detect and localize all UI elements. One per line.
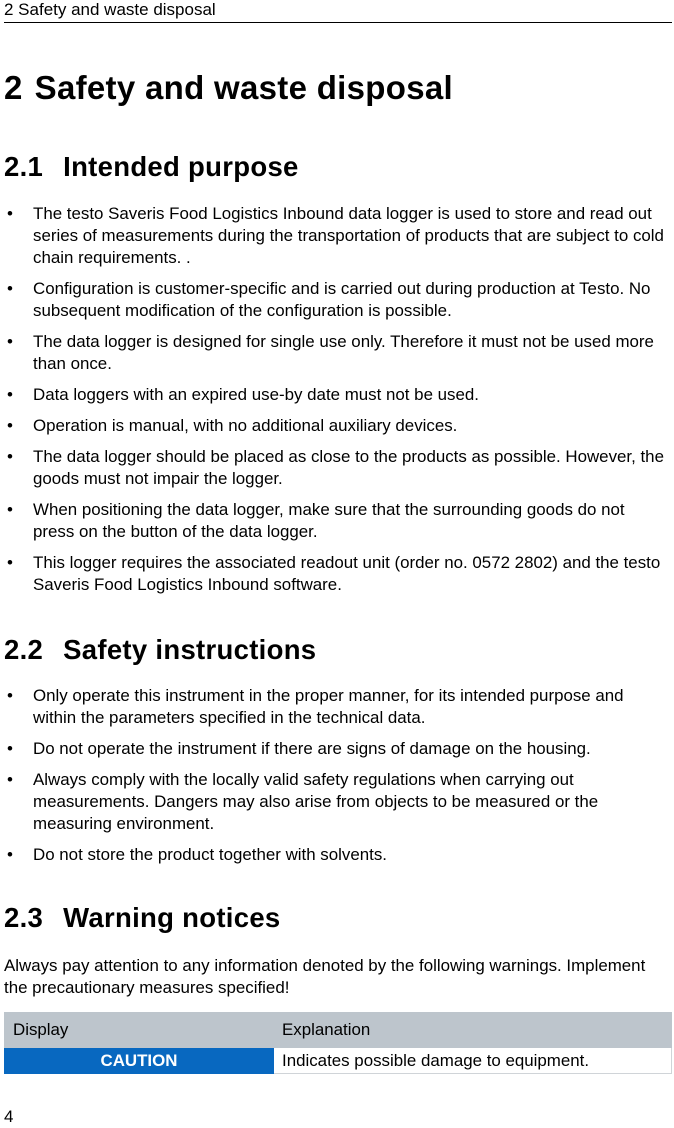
warning-intro-text: Always pay attention to any information denoted by the following warnings. Implement the precautionary measures specified! — [4, 956, 646, 997]
table-header-row — [5, 1013, 672, 1048]
section-title: Intended purpose — [63, 151, 299, 182]
bullet-icon: • — [7, 500, 13, 519]
explanation-cell: Indicates possible damage to equipment. — [274, 1048, 672, 1074]
section-number: 2.1 — [4, 151, 44, 182]
bullet-icon: • — [7, 385, 13, 404]
list-item: • The data logger should be placed as close to the products as possible. However, the goods must not impair the logger. — [0, 446, 674, 490]
list-item: • Configuration is customer-specific and is carried out during production at Testo. No subsequent modification of the configuration is possible. — [0, 278, 674, 322]
caution-badge: CAUTION — [5, 1048, 274, 1074]
bullet-icon: • — [7, 770, 13, 789]
section-heading-warning-notices — [4, 900, 281, 936]
list-item: • This logger requires the associated readout unit (order no. 0572 2802) and the testo Saveris Food Logistics Inbound software. — [0, 552, 674, 596]
chapter-number: 2 — [4, 69, 23, 106]
list-item: • Data loggers with an expired use-by date must not be used. — [0, 384, 674, 406]
chapter-title: Safety and waste disposal — [34, 69, 453, 106]
section-heading-intended-purpose — [4, 149, 299, 185]
column-header-display: Display — [5, 1013, 274, 1048]
running-header-title: 2 Safety and waste disposal — [4, 0, 216, 19]
list-item: • Do not operate the instrument if there are signs of damage on the housing. — [0, 738, 674, 760]
list-item: • When positioning the data logger, make sure that the surrounding goods do not press on the button of the data logger. — [0, 499, 674, 543]
bullet-icon: • — [7, 279, 13, 298]
bullet-icon: • — [7, 447, 13, 466]
bullet-icon: • — [7, 845, 13, 864]
table-row — [5, 1048, 672, 1074]
bullet-icon: • — [7, 686, 13, 705]
section-title: Warning notices — [63, 902, 281, 933]
bullet-icon: • — [7, 416, 13, 435]
safety-instructions-list — [0, 685, 674, 875]
list-item: • The data logger is designed for single use only. Therefore it must not be used more than once. — [0, 331, 674, 375]
bullet-icon: • — [7, 553, 13, 572]
section-number: 2.2 — [4, 634, 44, 665]
list-item: • Operation is manual, with no additional auxiliary devices. — [0, 415, 674, 437]
section-number: 2.3 — [4, 902, 44, 933]
warning-notices-table — [4, 1012, 672, 1074]
column-header-explanation: Explanation — [274, 1013, 672, 1048]
bullet-icon: • — [7, 204, 13, 223]
page-number: 4 — [4, 1107, 14, 1126]
running-header — [4, 0, 672, 23]
section-heading-safety-instructions — [4, 632, 316, 668]
chapter-heading — [4, 66, 453, 110]
list-item: • Only operate this instrument in the proper manner, for its intended purpose and within the parameters specified in the technical data. — [0, 685, 674, 729]
bullet-icon: • — [7, 332, 13, 351]
list-item: • Do not store the product together with solvents. — [0, 844, 674, 866]
list-item: • The testo Saveris Food Logistics Inbound data logger is used to store and read out series of measurements during the transportation of products that are subject to cold chain requirements. . — [0, 203, 674, 269]
intended-purpose-list — [0, 203, 674, 605]
section-title: Safety instructions — [63, 634, 317, 665]
list-item: • Always comply with the locally valid safety regulations when carrying out measurements. Dangers may also arise from objects to be measured or the measuring environment. — [0, 769, 674, 835]
bullet-icon: • — [7, 739, 13, 758]
